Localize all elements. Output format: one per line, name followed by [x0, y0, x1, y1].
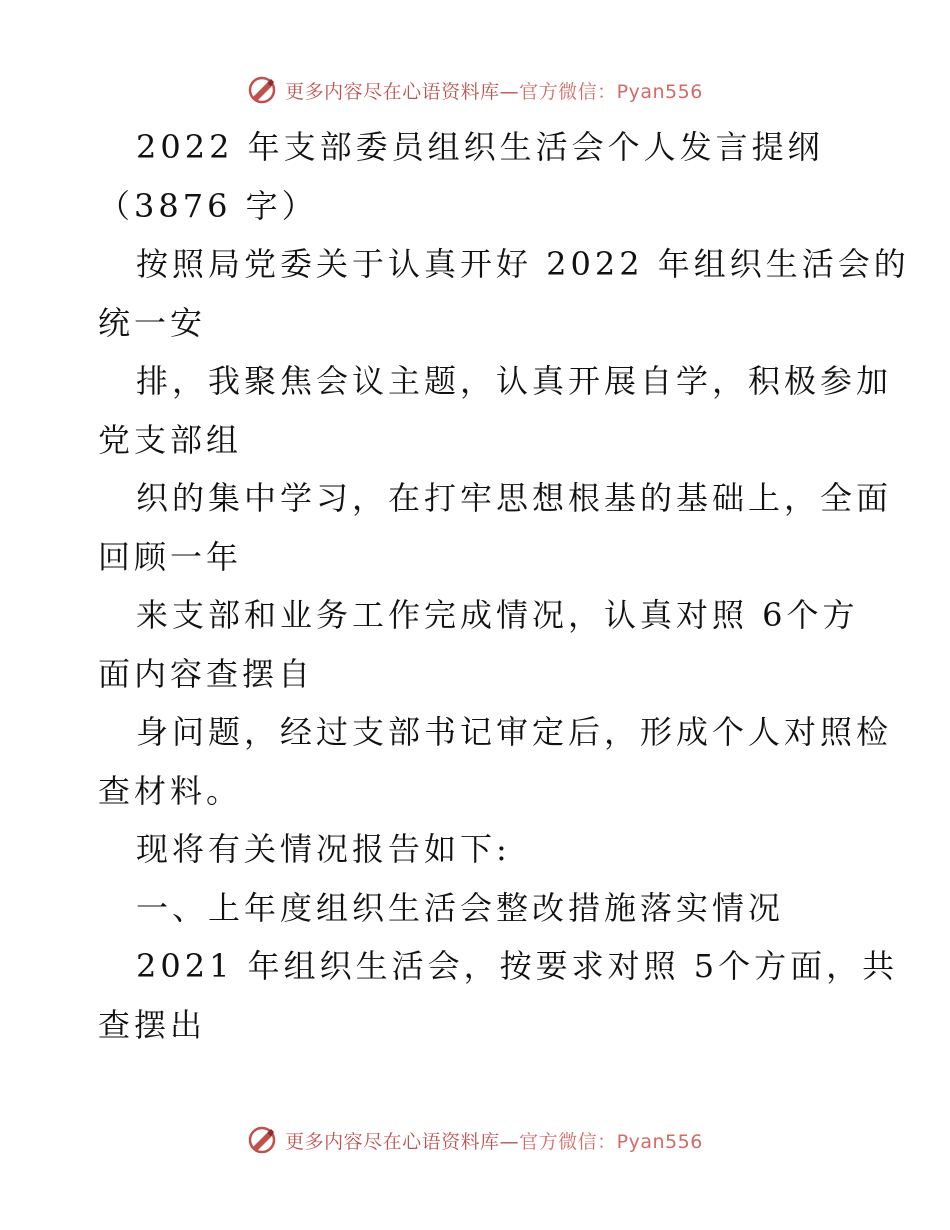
document-line: 来支部和业务工作完成情况，认真对照 6个方 — [136, 596, 859, 634]
document-line: 查摆出 — [98, 1005, 207, 1044]
document-line: 面内容查摆自 — [98, 654, 315, 693]
document-line: 排，我聚焦会议主题，认真开展自学，积极参加 — [136, 362, 893, 400]
header-watermark-banner — [0, 70, 950, 110]
document-line: 按照局党委关于认真开好 2022 年组织生活会的 — [136, 245, 910, 283]
document-line: 织的集中学习，在打牢思想根基的基础上，全面 — [136, 479, 893, 517]
watermark-text: 更多内容尽在心语资料库—官方微信：Pyan556 — [285, 1130, 703, 1153]
document-line: （3876 字） — [98, 186, 318, 225]
document-line: 现将有关情况报告如下: — [136, 830, 511, 868]
document-line: 查材料。 — [98, 771, 243, 810]
footer-watermark-banner — [0, 1120, 950, 1160]
document-line: 身问题，经过支部书记审定后，形成个人对照检 — [136, 713, 893, 751]
document-line: 2022 年支部委员组织生活会个人发言提纲 — [136, 128, 824, 166]
document-line: 统一安 — [98, 303, 207, 342]
document-line: 党支部组 — [98, 420, 243, 459]
pen-logo-icon — [247, 75, 277, 105]
document-line: 2021 年组织生活会，按要求对照 5个方面，共 — [136, 947, 899, 985]
pen-logo-icon — [247, 1125, 277, 1155]
document-line: 回顾一年 — [98, 537, 243, 576]
watermark-text: 更多内容尽在心语资料库—官方微信：Pyan556 — [285, 80, 703, 103]
document-line: 一、上年度组织生活会整改措施落实情况 — [136, 888, 785, 927]
document-body — [98, 118, 910, 1054]
